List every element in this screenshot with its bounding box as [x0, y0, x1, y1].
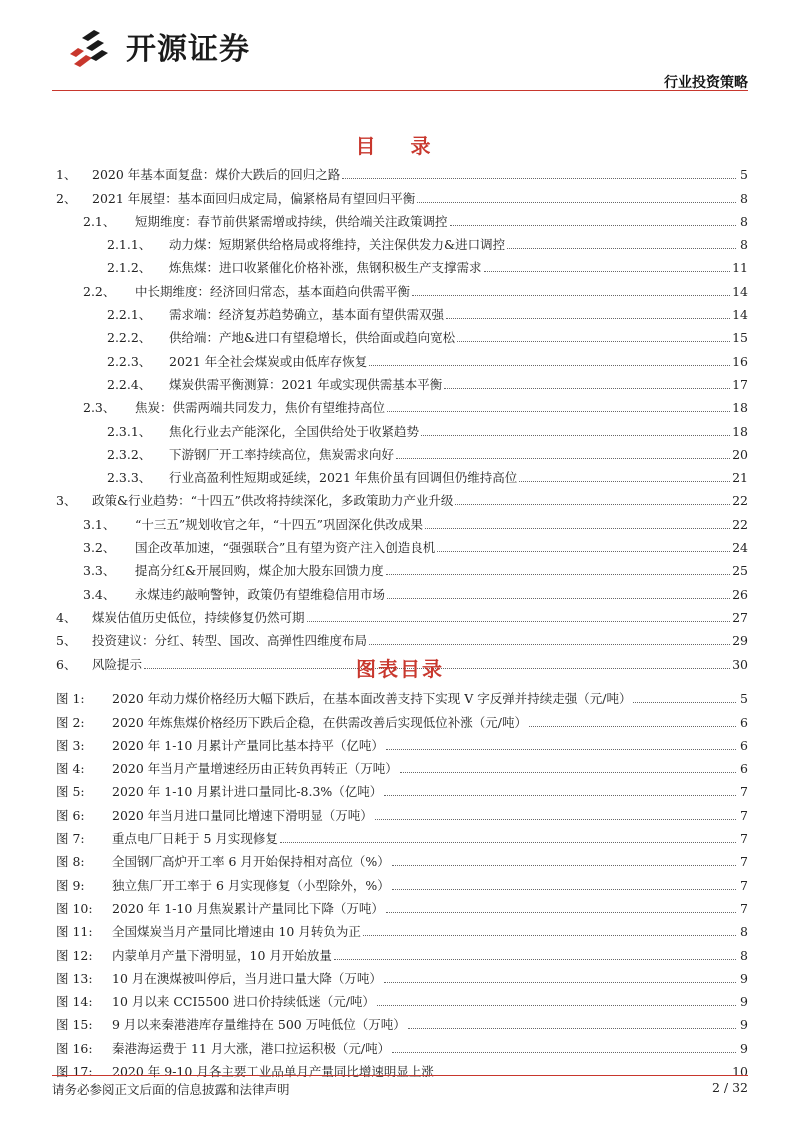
item-page: 30 — [732, 656, 748, 672]
item-number: 图 8: — [56, 854, 85, 870]
leader-dots — [437, 551, 730, 552]
item-number: 2.1.2、 — [107, 260, 152, 276]
item-text: 炼焦煤：进口收紧催化价格补涨，焦钢积极生产支撑需求 — [169, 260, 482, 276]
document-type: 行业投资策略 — [664, 75, 748, 91]
figure-list-item[interactable] — [52, 754, 748, 777]
leader-dots — [392, 1052, 736, 1053]
header-divider — [52, 90, 748, 91]
item-text: 煤炭供需平衡测算：2021 年或实现供需基本平衡 — [169, 376, 443, 392]
figure-list-item[interactable] — [52, 940, 748, 963]
leader-dots — [417, 202, 736, 203]
item-text: 2020 年 9-10 月各主要工业品单月产量同比增速明显上涨 — [112, 1064, 434, 1080]
item-page: 18 — [732, 423, 748, 439]
figure-list-item[interactable] — [52, 917, 748, 940]
toc-item[interactable] — [52, 230, 748, 253]
item-number: 4、 — [56, 609, 77, 625]
item-number: 图 12: — [56, 947, 93, 963]
item-number: 5、 — [56, 633, 77, 649]
leader-dots — [377, 1005, 736, 1006]
item-text: 秦港海运费于 11 月大涨，港口拉运积极（元/吨） — [112, 1040, 391, 1056]
item-text: 重点电厂日耗于 5 月实现修复 — [112, 831, 278, 847]
item-text: 2020 年当月进口量同比增速下滑明显（万吨） — [112, 807, 373, 823]
item-text: 2020 年动力煤价格经历大幅下跌后，在基本面改善支持下实现 V 字反弹并持续走强（元/吨） — [112, 691, 632, 707]
item-page: 7 — [740, 784, 748, 800]
item-page: 22 — [732, 516, 748, 532]
item-page: 16 — [732, 353, 748, 369]
leader-dots — [386, 574, 730, 575]
item-page: 5 — [740, 691, 748, 707]
item-number: 3、 — [56, 493, 77, 509]
item-number: 图 10: — [56, 900, 93, 916]
leader-dots — [519, 481, 730, 482]
item-text: 2020 年 1-10 月焦炭累计产量同比下降（万吨） — [112, 900, 384, 916]
figure-list — [52, 684, 748, 1080]
item-page: 14 — [732, 307, 748, 323]
item-page: 9 — [740, 970, 748, 986]
leader-dots — [421, 435, 730, 436]
item-text: 内蒙单月产量下滑明显，10 月开始放量 — [112, 947, 332, 963]
toc-item[interactable] — [52, 603, 748, 626]
leader-dots — [387, 411, 730, 412]
leader-dots — [369, 365, 730, 366]
leader-dots — [387, 598, 730, 599]
figure-list-item[interactable] — [52, 777, 748, 800]
item-text: 风险提示 — [92, 656, 143, 672]
item-text: 需求端：经济复苏趋势确立，基本面有望供需双强 — [169, 307, 445, 323]
item-text: 全国钢厂高炉开工率 6 月开始保持相对高位（%） — [112, 854, 390, 870]
leader-dots — [334, 959, 736, 960]
leader-dots — [342, 178, 736, 179]
item-page: 8 — [740, 237, 748, 253]
toc-item[interactable] — [52, 533, 748, 556]
item-page: 21 — [732, 470, 748, 486]
item-number: 图 5: — [56, 784, 85, 800]
item-number: 图 4: — [56, 761, 85, 777]
item-page: 25 — [732, 563, 748, 579]
toc-item[interactable] — [52, 509, 748, 532]
item-number: 2.1、 — [83, 213, 116, 229]
item-page: 7 — [740, 854, 748, 870]
item-text: 永煤违约敲响警钟，政策仍有望维稳信用市场 — [135, 586, 386, 602]
brand-logo — [64, 22, 304, 70]
item-text: 2020 年炼焦煤价格经历下跌后企稳，在供需改善后实现低位补涨（元/吨） — [112, 714, 527, 730]
item-text: 下游钢厂开工率持续高位，焦炭需求向好 — [169, 446, 395, 462]
footer-disclaimer: 请务必参阅正文后面的信息披露和法律声明 — [52, 1082, 290, 1097]
item-number: 3.1、 — [83, 516, 116, 532]
item-page: 7 — [740, 877, 748, 893]
toc-item[interactable] — [52, 393, 748, 416]
brand-name: 开源证券 — [126, 32, 250, 67]
leader-dots — [450, 225, 736, 226]
item-number: 图 9: — [56, 877, 85, 893]
toc-item[interactable] — [52, 579, 748, 602]
item-page: 8 — [740, 190, 748, 206]
leader-dots — [455, 504, 730, 505]
item-page: 17 — [732, 376, 748, 392]
toc-item[interactable] — [52, 253, 748, 276]
figure-list-item[interactable] — [52, 1010, 748, 1033]
item-page: 20 — [732, 446, 748, 462]
item-number: 图 11: — [56, 924, 93, 940]
toc-title: 目 录 — [355, 134, 445, 158]
item-number: 图 14: — [56, 994, 93, 1010]
item-number: 图 1: — [56, 691, 85, 707]
figure-list-item[interactable] — [52, 824, 748, 847]
item-number: 2.1.1、 — [107, 237, 152, 253]
item-text: 2020 年 1-10 月累计进口量同比-8.3%（亿吨） — [112, 784, 383, 800]
item-page: 9 — [740, 1017, 748, 1033]
item-number: 图 2: — [56, 714, 85, 730]
figure-list-item[interactable] — [52, 870, 748, 893]
item-number: 2.2.4、 — [107, 376, 152, 392]
item-number: 3.2、 — [83, 540, 116, 556]
item-page: 9 — [740, 1040, 748, 1056]
leader-dots — [363, 935, 736, 936]
leader-dots — [633, 702, 736, 703]
figure-list-item[interactable] — [52, 964, 748, 987]
figure-list-item[interactable] — [52, 684, 748, 707]
leader-dots — [507, 248, 736, 249]
leader-dots — [408, 1028, 736, 1029]
item-page: 27 — [732, 609, 748, 625]
item-text: 政策&行业趋势：“十四五”供改将持续深化，多政策助力产业升级 — [92, 493, 454, 509]
figure-list-title: 图表目录 — [356, 657, 444, 681]
item-number: 图 17: — [56, 1064, 93, 1080]
toc-item[interactable] — [52, 463, 748, 486]
leader-dots — [307, 621, 731, 622]
brand-logo-icon — [64, 24, 112, 68]
item-number: 6、 — [56, 656, 77, 672]
item-page: 11 — [732, 260, 748, 276]
leader-dots — [392, 865, 736, 866]
item-text: 焦化行业去产能深化，全国供给处于收紧趋势 — [169, 423, 420, 439]
item-number: 1、 — [56, 167, 77, 183]
item-number: 2.2.2、 — [107, 330, 152, 346]
toc-item[interactable] — [52, 276, 748, 299]
item-number: 图 3: — [56, 737, 85, 753]
toc-item[interactable] — [52, 160, 748, 183]
figure-list-item[interactable] — [52, 1033, 748, 1056]
item-text: 10 月以来 CCI5500 进口价持续低迷（元/吨） — [112, 994, 375, 1010]
toc-item[interactable] — [52, 370, 748, 393]
item-number: 图 15: — [56, 1017, 93, 1033]
figure-list-item[interactable] — [52, 800, 748, 823]
item-text: 中长期维度：经济回归常态，基本面趋向供需平衡 — [135, 283, 411, 299]
leader-dots — [384, 982, 736, 983]
leader-dots — [369, 644, 730, 645]
toc-item[interactable] — [52, 440, 748, 463]
item-text: 提高分红&开展回购，煤企加大股东回馈力度 — [135, 563, 384, 579]
item-text: 供给端：产地&进口有望稳增长，供给面或趋向宽松 — [169, 330, 456, 346]
leader-dots — [386, 749, 736, 750]
leader-dots — [484, 271, 731, 272]
item-number: 2.3.1、 — [107, 423, 152, 439]
toc-list — [52, 160, 748, 673]
item-number: 3.4、 — [83, 586, 116, 602]
leader-dots — [446, 318, 730, 319]
toc-item[interactable] — [52, 207, 748, 230]
item-number: 2.2.1、 — [107, 307, 152, 323]
item-number: 图 7: — [56, 831, 85, 847]
item-number: 2.3.2、 — [107, 446, 152, 462]
item-page: 9 — [740, 994, 748, 1010]
leader-dots — [529, 726, 736, 727]
leader-dots — [396, 458, 730, 459]
item-page: 15 — [732, 330, 748, 346]
item-number: 2.2、 — [83, 283, 116, 299]
item-page: 8 — [740, 947, 748, 963]
item-text: 10 月在澳煤被叫停后，当月进口量大降（万吨） — [112, 970, 382, 986]
item-page: 6 — [740, 737, 748, 753]
item-text: “十三五”规划收官之年，“十四五”巩固深化供改成果 — [135, 516, 424, 532]
item-page: 7 — [740, 831, 748, 847]
leader-dots — [386, 912, 736, 913]
item-page: 18 — [732, 400, 748, 416]
toc-item[interactable] — [52, 183, 748, 206]
item-page: 8 — [740, 213, 748, 229]
item-number: 2.3.3、 — [107, 470, 152, 486]
item-number: 2.2.3、 — [107, 353, 152, 369]
item-page: 8 — [740, 924, 748, 940]
item-text: 煤炭估值历史低位，持续修复仍然可期 — [92, 609, 305, 625]
item-page: 7 — [740, 900, 748, 916]
leader-dots — [400, 772, 736, 773]
item-text: 行业高盈利性短期或延续，2021 年焦价虽有回调但仍维持高位 — [169, 470, 518, 486]
item-text: 独立焦厂开工率于 6 月实现修复（小型除外，%） — [112, 877, 390, 893]
toc-item[interactable] — [52, 346, 748, 369]
footer-divider — [52, 1075, 748, 1076]
figure-list-item[interactable] — [52, 894, 748, 917]
toc-item[interactable] — [52, 486, 748, 509]
item-text: 2020 年 1-10 月累计产量同比基本持平（亿吨） — [112, 737, 384, 753]
item-text: 2020 年基本面复盘：煤价大跌后的回归之路 — [92, 167, 341, 183]
figure-list-item[interactable] — [52, 707, 748, 730]
page-number: 2 / 32 — [711, 1080, 748, 1095]
item-number: 图 13: — [56, 970, 93, 986]
toc-item[interactable] — [52, 300, 748, 323]
item-text: 2020 年当月产量增速经历由正转负再转正（万吨） — [112, 761, 398, 777]
item-page: 14 — [732, 283, 748, 299]
figure-list-item[interactable] — [52, 847, 748, 870]
figure-list-item[interactable] — [52, 731, 748, 754]
item-text: 焦炭：供需两端共同发力，焦价有望维持高位 — [135, 400, 386, 416]
toc-item[interactable] — [52, 626, 748, 649]
leader-dots — [384, 795, 736, 796]
item-text: 2021 年展望：基本面回归成定局，偏紧格局有望回归平衡 — [92, 190, 416, 206]
leader-dots — [457, 341, 730, 342]
item-text: 2021 年全社会煤炭或由低库存恢复 — [169, 353, 368, 369]
toc-item[interactable] — [52, 416, 748, 439]
leader-dots — [412, 295, 730, 296]
leader-dots — [444, 388, 730, 389]
item-page: 26 — [732, 586, 748, 602]
leader-dots — [392, 889, 736, 890]
item-page: 7 — [740, 807, 748, 823]
item-number: 图 6: — [56, 807, 85, 823]
figure-list-item[interactable] — [52, 987, 748, 1010]
item-text: 投资建议：分红、转型、国改、高弹性四维度布局 — [92, 633, 368, 649]
item-number: 图 16: — [56, 1040, 93, 1056]
item-page: 5 — [740, 167, 748, 183]
item-number: 2、 — [56, 190, 77, 206]
item-page: 22 — [732, 493, 748, 509]
leader-dots — [280, 842, 736, 843]
leader-dots — [375, 819, 736, 820]
figure-list-item[interactable] — [52, 1057, 748, 1080]
leader-dots — [425, 528, 730, 529]
item-number: 2.3、 — [83, 400, 116, 416]
toc-item[interactable] — [52, 323, 748, 346]
item-text: 短期维度：春节前供紧需增或持续，供给端关注政策调控 — [135, 213, 448, 229]
item-text: 全国煤炭当月产量同比增速由 10 月转负为正 — [112, 924, 361, 940]
item-page: 6 — [740, 714, 748, 730]
item-page: 24 — [732, 540, 748, 556]
item-text: 动力煤：短期紧供给格局或将维持，关注保供发力&进口调控 — [169, 237, 506, 253]
item-number: 3.3、 — [83, 563, 116, 579]
toc-item[interactable] — [52, 556, 748, 579]
page-header — [0, 0, 800, 92]
item-text: 国企改革加速，“强强联合”且有望为资产注入创造良机 — [135, 540, 436, 556]
item-page: 10 — [732, 1064, 748, 1080]
item-page: 6 — [740, 761, 748, 777]
item-text: 9 月以来秦港港库存量维持在 500 万吨低位（万吨） — [112, 1017, 406, 1033]
item-page: 29 — [732, 633, 748, 649]
